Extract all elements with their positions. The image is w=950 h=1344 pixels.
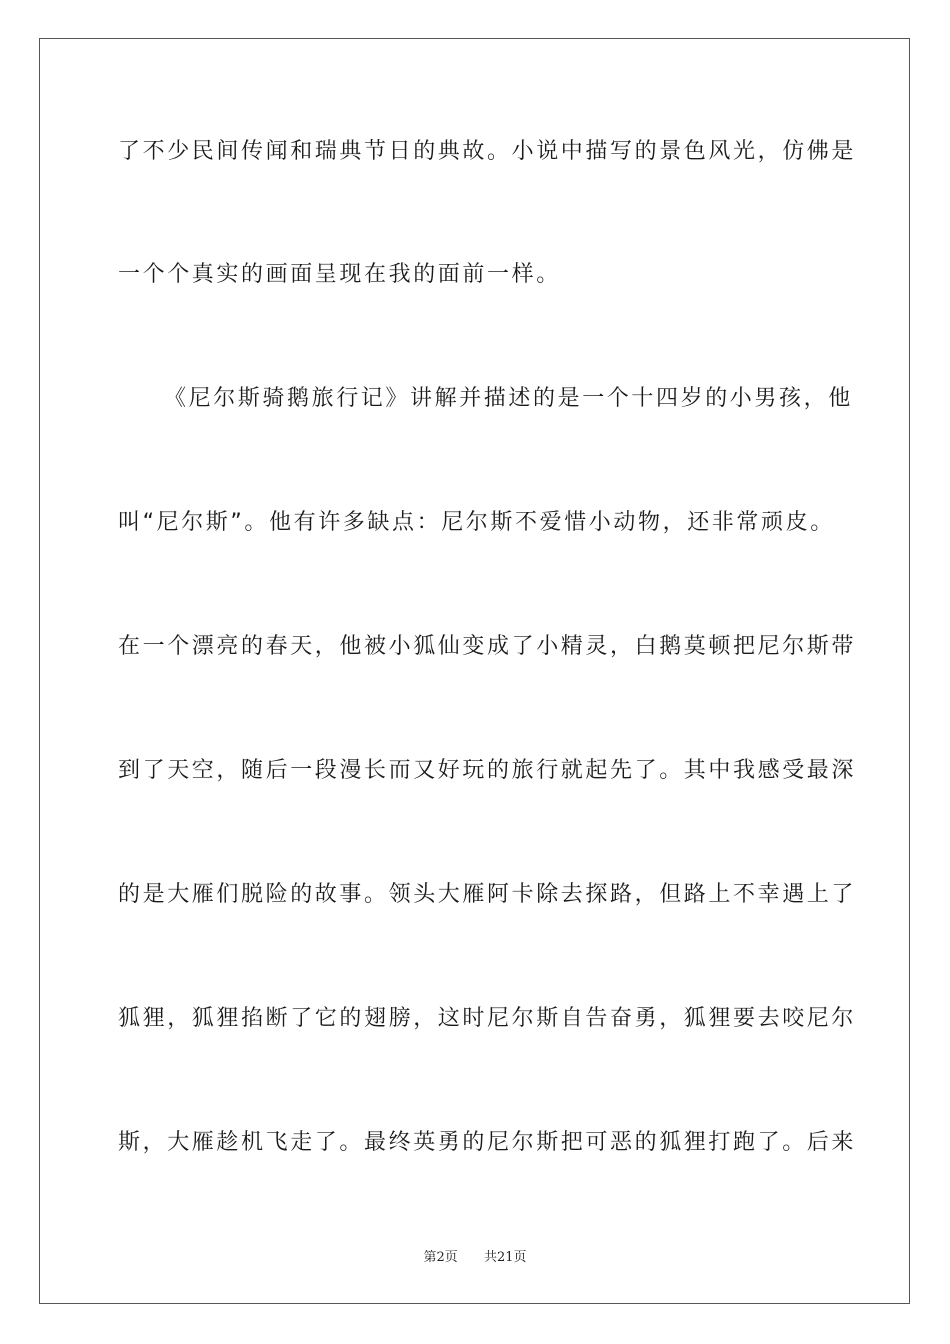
paragraph-line: 在一个漂亮的春天，他被小狐仙变成了小精灵，白鹅莫顿把尼尔斯带: [118, 634, 857, 659]
paragraph-line: 了不少民间传闻和瑞典节日的典故。小说中描写的景色风光，仿佛是: [118, 139, 857, 164]
paragraph-line: 斯，大雁趁机飞走了。最终英勇的尼尔斯把可恶的狐狸打跑了。后来: [118, 1130, 857, 1155]
paragraph-line: 叫“尼尔斯”。他有许多缺点：尼尔斯不爱惜小动物，还非常顽皮。: [118, 510, 835, 535]
paragraph-line: 的是大雁们脱险的故事。领头大雁阿卡除去探路，但路上不幸遇上了: [118, 882, 857, 907]
page-number: 第2页: [423, 1250, 458, 1265]
paragraph-line: 到了天空，随后一段漫长而又好玩的旅行就起先了。其中我感受最深: [118, 758, 857, 783]
page-footer: [0, 1246, 950, 1265]
paragraph-line: 狐狸，狐狸掐断了它的翅膀，这时尼尔斯自告奋勇，狐狸要去咬尼尔: [118, 1006, 857, 1031]
page-total: 共21页: [484, 1250, 527, 1265]
paragraph-line: 一个个真实的画面呈现在我的面前一样。: [118, 262, 561, 287]
paragraph-line: 《尼尔斯骑鹅旅行记》讲解并描述的是一个十四岁的小男孩，他: [164, 386, 853, 411]
page-frame: [39, 38, 910, 1304]
